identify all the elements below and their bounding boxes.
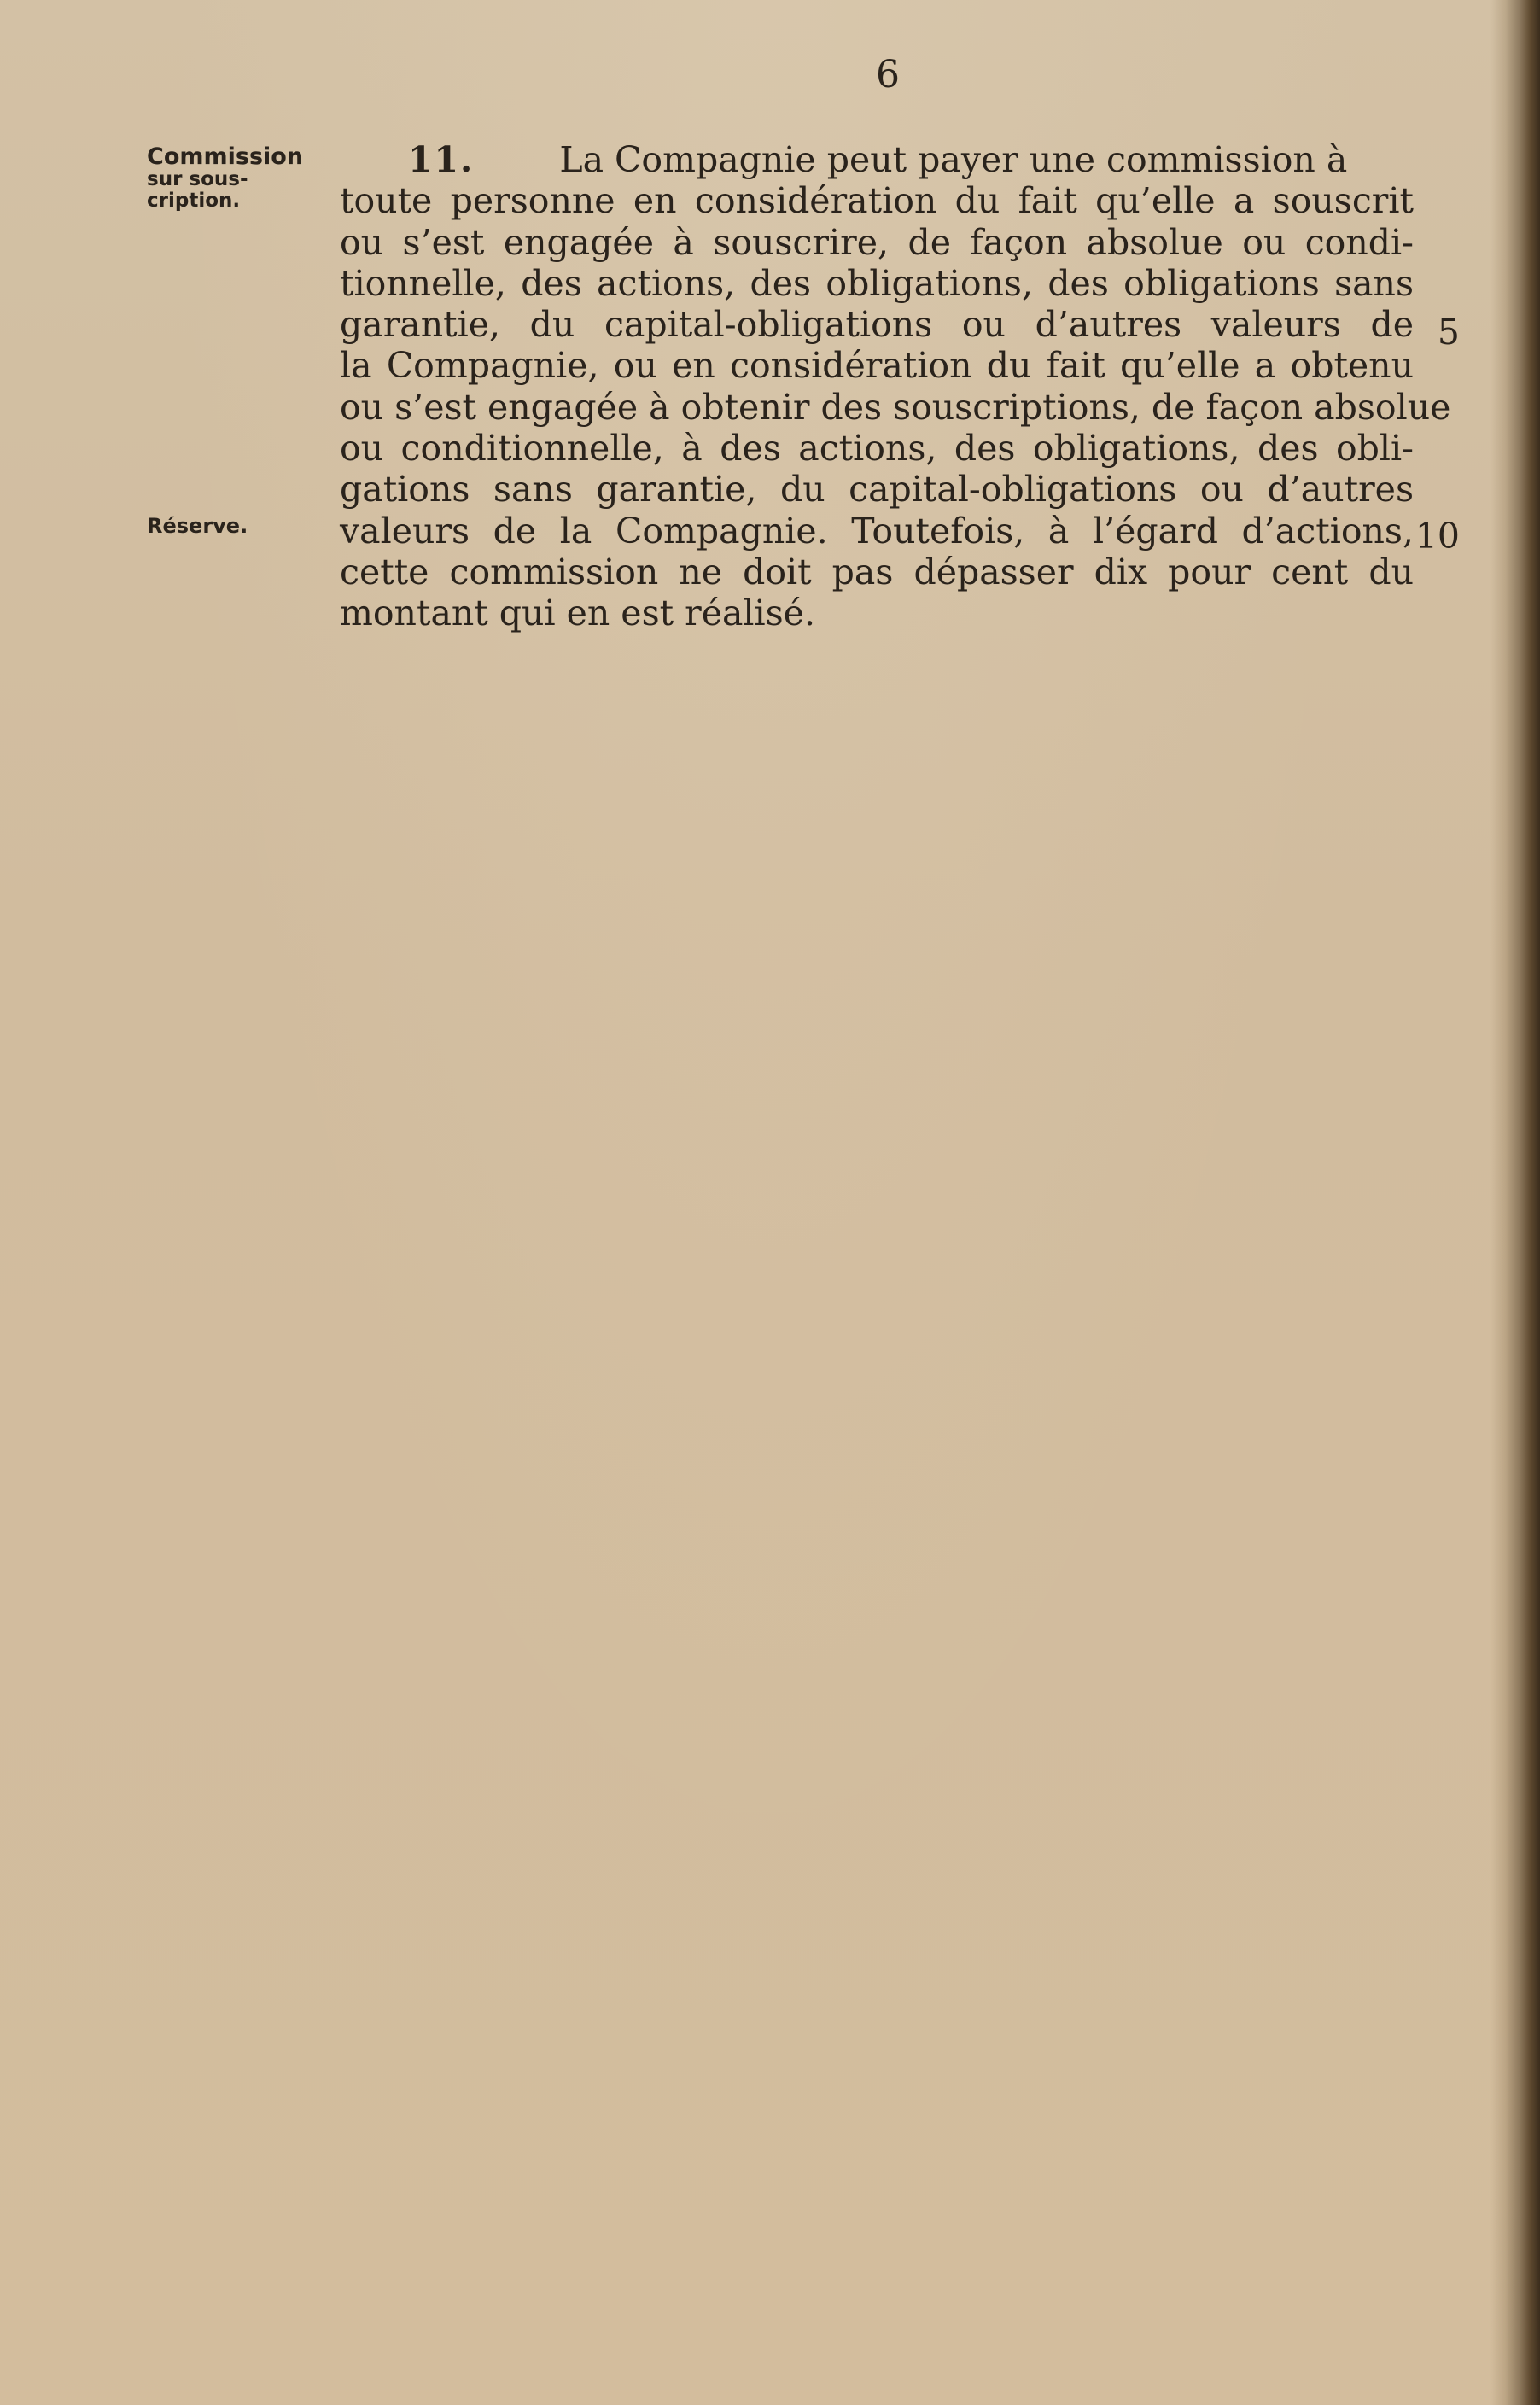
text-line: ou conditionnelle, à des actions, des obligations, des obli- (340, 428, 1414, 470)
text-line: montant qui en est réalisé. (340, 592, 815, 634)
text-line: garantie, du capital-obligations ou d’autres valeurs de (340, 304, 1414, 346)
section-number: 11. (408, 139, 475, 180)
page-number: 6 (876, 53, 900, 96)
section-first-line-text: La Compagnie peut payer une commission à (559, 139, 1348, 180)
text-line: ou s’est engagée à souscrire, de façon absolue ou condi- (340, 221, 1414, 263)
margin-note-line: sur sous- (147, 168, 248, 190)
text-line: valeurs de la Compagnie. Toutefois, à l’égard d’actions, (340, 510, 1414, 552)
text-line: gations sans garantie, du capital-obligations ou d’autres (340, 469, 1414, 511)
margin-note-line: cription. (147, 190, 241, 212)
text-line: toute personne en considération du fait qu’elle a souscrit (340, 180, 1414, 222)
margin-note-reserve: Réserve. (147, 514, 248, 538)
line-number-5: 5 (1437, 312, 1460, 353)
line-number-10: 10 (1415, 516, 1460, 557)
book-spine-shadow (1490, 0, 1540, 2405)
text-line: la Compagnie, ou en considération du fait qu’elle a obtenu (340, 345, 1414, 387)
margin-note-line: Commission (147, 143, 304, 170)
text-line: tionnelle, des actions, des obligations, des obligations sans (340, 262, 1414, 304)
section-first-line (340, 139, 1414, 180)
text-line: ou s’est engagée à obtenir des souscriptions, de façon absolue (340, 386, 1451, 428)
margin-note-commission (147, 145, 303, 211)
text-line: cette commission ne doit pas dépasser dix pour cent du (340, 551, 1414, 592)
